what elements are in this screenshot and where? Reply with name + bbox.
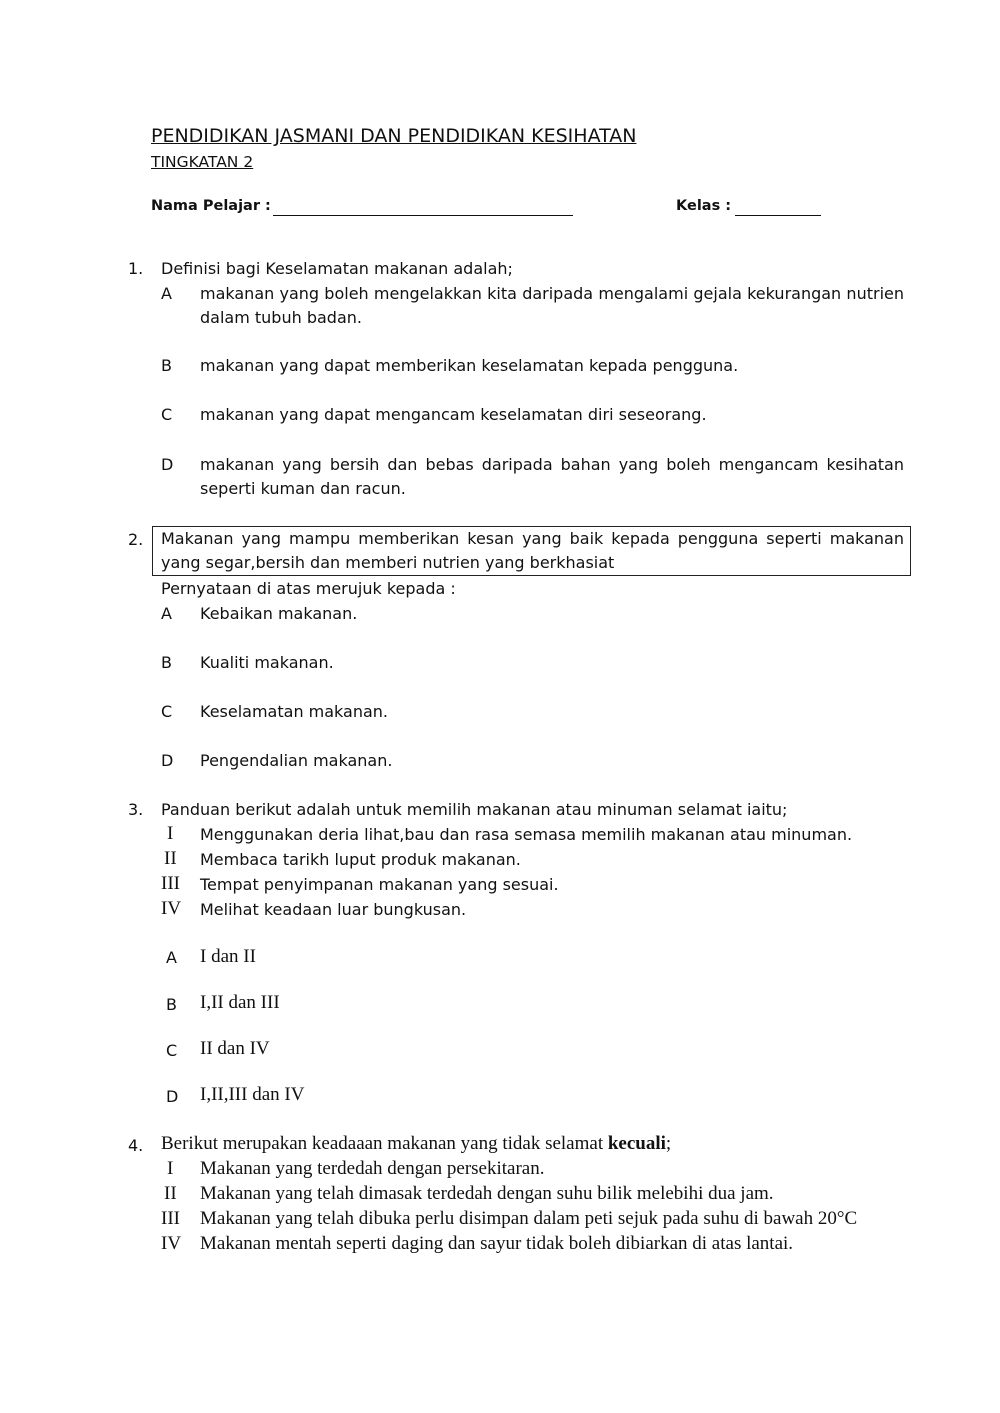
keyword-kecuali: kecuali	[607, 1133, 666, 1154]
option-letter: D	[161, 751, 174, 770]
option-text: Kebaikan makanan.	[200, 604, 358, 623]
roman-numeral: I	[167, 823, 174, 844]
option-text: makanan yang boleh mengelakkan kita daripada mengalami gejala kekurangan nutrien dalam tubuh badan.	[200, 284, 904, 327]
question-stem: Pernyataan di atas merujuk kepada :	[161, 579, 456, 598]
roman-numeral: IV	[161, 898, 182, 919]
roman-numeral: IV	[161, 1233, 182, 1254]
option-letter: B	[166, 995, 177, 1014]
roman-numeral: II	[164, 848, 177, 869]
question-stem: Berikut merupakan keadaaan makanan yang tidak selamat kecuali;	[161, 1133, 672, 1154]
statement-item: Makanan yang telah dibuka perlu disimpan dalam peti sejuk pada suhu di bawah 20°C	[200, 1208, 858, 1229]
option-text: I,II,III dan IV	[200, 1084, 305, 1105]
name-label: Nama Pelajar :	[151, 198, 271, 214]
option-text: I,II dan III	[200, 992, 280, 1013]
option-text: I dan II	[200, 946, 256, 967]
option-text: Kualiti makanan.	[200, 653, 334, 672]
option-letter: A	[166, 948, 177, 967]
option-letter: C	[166, 1041, 178, 1060]
statement-item: Melihat keadaan luar bungkusan.	[200, 900, 467, 919]
option-letter: C	[161, 702, 173, 721]
option-letter: B	[161, 653, 172, 672]
roman-numeral: III	[161, 1208, 180, 1229]
option-text: Pengendalian makanan.	[200, 751, 393, 770]
class-blank-line[interactable]	[735, 215, 821, 216]
option-letter: B	[161, 356, 172, 375]
statement-item: Makanan yang telah dimasak terdedah dengan suhu bilik melebihi dua jam.	[200, 1183, 774, 1204]
option-text: makanan yang bersih dan bebas daripada bahan yang boleh mengancam kesihatan seperti kuman dan racun.	[200, 455, 904, 498]
statement-item: Membaca tarikh luput produk makanan.	[200, 850, 521, 869]
question-number: 3.	[128, 800, 144, 819]
page-title: PENDIDIKAN JASMANI DAN PENDIDIKAN KESIHATAN	[151, 125, 637, 147]
question-number: 1.	[128, 259, 144, 278]
option-letter: D	[161, 455, 174, 474]
name-blank-line[interactable]	[273, 215, 573, 216]
option-letter: D	[166, 1087, 179, 1106]
statement-text: Makanan yang mampu memberikan kesan yang baik kepada pengguna seperti makanan yang segar,bersih dan memberi nutrien yang berkhasiat	[161, 529, 904, 572]
question-number: 2.	[128, 530, 144, 549]
statement-item: Menggunakan deria lihat,bau dan rasa semasa memilih makanan atau minuman.	[200, 825, 853, 844]
page-subtitle: TINGKATAN 2	[151, 153, 254, 171]
roman-numeral: III	[161, 873, 180, 894]
option-letter: A	[161, 604, 172, 623]
option-text: II dan IV	[200, 1038, 270, 1059]
option-text: Keselamatan makanan.	[200, 702, 389, 721]
roman-numeral: I	[167, 1158, 174, 1179]
option-text: makanan yang dapat mengancam keselamatan diri seseorang.	[200, 405, 707, 424]
question-stem: Definisi bagi Keselamatan makanan adalah;	[161, 259, 513, 278]
class-label: Kelas :	[676, 198, 732, 214]
option-letter: A	[161, 284, 172, 303]
statement-item: Tempat penyimpanan makanan yang sesuai.	[200, 875, 559, 894]
question-stem: Panduan berikut adalah untuk memilih makanan atau minuman selamat iaitu;	[161, 800, 788, 819]
statement-item: Makanan yang terdedah dengan persekitaran.	[200, 1158, 545, 1179]
statement-item: Makanan mentah seperti daging dan sayur tidak boleh dibiarkan di atas lantai.	[200, 1233, 794, 1254]
question-number: 4.	[128, 1136, 144, 1155]
roman-numeral: II	[164, 1183, 177, 1204]
option-text: makanan yang dapat memberikan keselamatan kepada pengguna.	[200, 356, 739, 375]
option-letter: C	[161, 405, 173, 424]
